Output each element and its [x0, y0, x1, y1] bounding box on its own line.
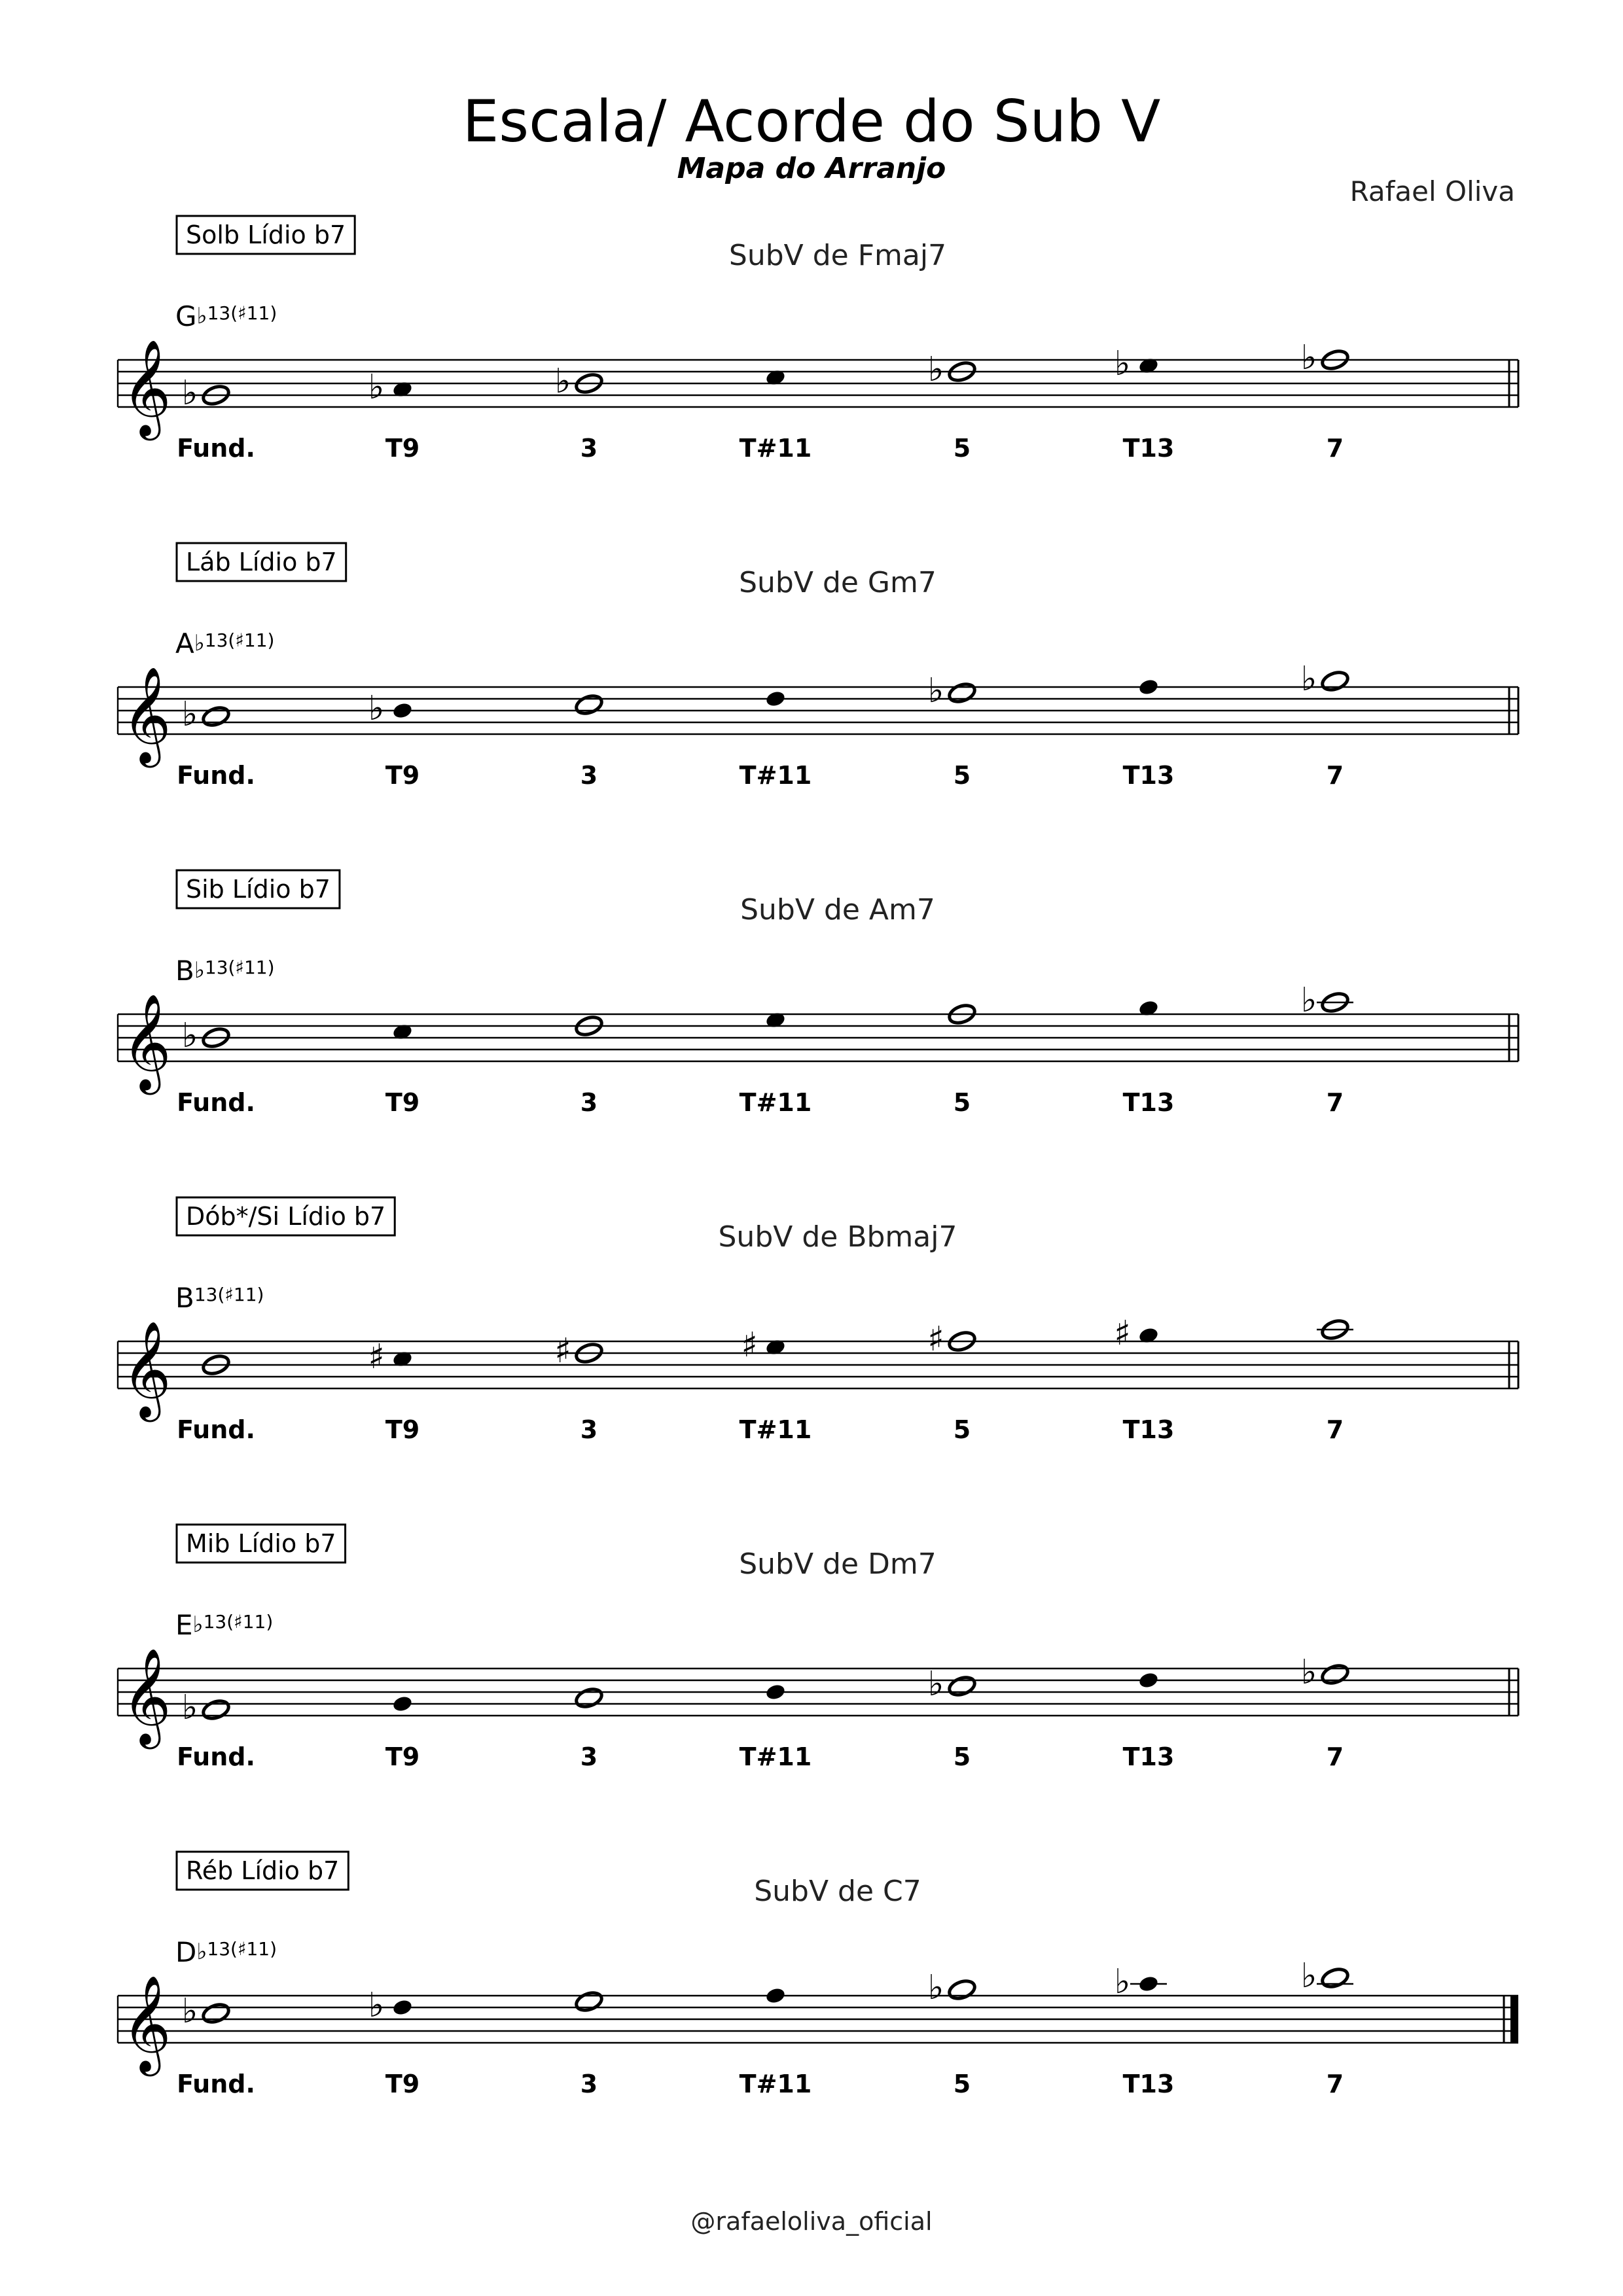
degree-label: T#11	[739, 1742, 812, 1771]
note	[368, 368, 414, 407]
flat-accidental-icon: ♭	[181, 1992, 198, 2031]
system-heading: SubV de C7	[754, 1875, 921, 1908]
degree-label: 3	[580, 1742, 598, 1771]
degree-label: 5	[953, 1088, 971, 1117]
degree-label: T13	[1122, 2070, 1175, 2098]
note	[1115, 344, 1160, 383]
quarter-notehead	[764, 1683, 786, 1701]
flat-accidental-icon: ♭	[368, 368, 385, 407]
whole-notehead	[947, 1978, 977, 2002]
whole-notehead	[201, 1698, 231, 1722]
flat-accidental-icon: ♭	[554, 362, 571, 401]
flat-accidental-icon: ♭	[1300, 338, 1317, 378]
note	[1317, 1318, 1353, 1341]
treble-clef-icon: 𝄞	[122, 666, 171, 764]
degree-label: Fund.	[177, 1742, 255, 1771]
note	[574, 693, 604, 716]
chord-symbol: A♭13(♯11)	[175, 627, 275, 660]
flat-accidental-icon: ♭	[927, 350, 944, 389]
staff-system	[118, 216, 1518, 463]
staff-system	[118, 543, 1518, 790]
staff-system	[118, 1852, 1518, 2098]
flat-accidental-icon: ♭	[1114, 344, 1131, 383]
degree-label: Fund.	[177, 761, 255, 790]
note	[764, 1683, 786, 1701]
quarter-notehead	[764, 1987, 786, 2005]
degree-label: T#11	[739, 2070, 812, 2098]
degree-label: T9	[385, 1742, 420, 1771]
chord-symbol: G♭13(♯11)	[175, 300, 277, 332]
scale-name: Sib Lídio b7	[186, 875, 330, 904]
flat-accidental-icon: ♭	[1300, 1956, 1317, 1996]
note	[182, 695, 231, 734]
scale-name: Dób*/Si Lídio b7	[186, 1202, 386, 1231]
chord-symbol: D♭13(♯11)	[175, 1936, 277, 1968]
degree-label: 7	[1326, 1742, 1344, 1771]
flat-accidental-icon: ♭	[1300, 1653, 1317, 1692]
degree-label: Fund.	[177, 434, 255, 463]
quarter-notehead	[391, 1998, 413, 2017]
system-heading: SubV de Gm7	[739, 566, 936, 599]
quarter-notehead	[1137, 1671, 1159, 1689]
treble-clef-icon: 𝄞	[122, 1320, 171, 1418]
treble-clef-icon: 𝄞	[122, 1648, 171, 1745]
scale-name: Láb Lídio b7	[186, 548, 337, 576]
chord-symbol: E♭13(♯11)	[175, 1609, 274, 1641]
sharp-accidental-icon: ♯	[927, 1320, 944, 1359]
whole-notehead	[1320, 1966, 1350, 1990]
degree-label: 3	[580, 2070, 598, 2098]
scale-name: Solb Lídio b7	[186, 221, 346, 249]
treble-clef-icon: 𝄞	[122, 1975, 171, 2072]
quarter-notehead	[391, 1695, 413, 1713]
note	[182, 1688, 231, 1727]
degree-label: 7	[1326, 1088, 1344, 1117]
sharp-accidental-icon: ♯	[741, 1326, 758, 1365]
degree-label: T#11	[739, 434, 812, 463]
degree-label: 5	[953, 761, 971, 790]
degree-label: T#11	[739, 1415, 812, 1444]
degree-label: T#11	[739, 1088, 812, 1117]
page-subtitle: Mapa do Arranjo	[677, 152, 946, 185]
flat-accidental-icon: ♭	[181, 374, 198, 413]
degree-label: Fund.	[177, 1088, 255, 1117]
treble-clef-icon: 𝄞	[122, 339, 171, 436]
staff-system	[118, 1525, 1518, 1771]
flat-accidental-icon: ♭	[1300, 981, 1317, 1020]
flat-accidental-icon: ♭	[181, 1016, 198, 1055]
whole-notehead	[947, 681, 977, 705]
system-heading: SubV de Am7	[740, 893, 935, 927]
flat-accidental-icon: ♭	[1114, 1962, 1131, 2002]
page-title: Escala/ Acorde do Sub V	[462, 88, 1161, 155]
degree-label: 3	[580, 434, 598, 463]
note	[182, 1992, 231, 2031]
degree-label: T13	[1122, 434, 1175, 463]
degree-label: 7	[1326, 434, 1344, 463]
whole-notehead	[574, 693, 604, 716]
staff-system	[118, 870, 1518, 1117]
note	[574, 1990, 604, 2013]
whole-notehead	[201, 2002, 231, 2025]
note	[574, 1686, 604, 1710]
flat-accidental-icon: ♭	[368, 1986, 385, 2025]
degree-label: 3	[580, 1415, 598, 1444]
chord-symbol: $B^{13(♯11)}$	[175, 1282, 264, 1314]
quarter-notehead	[764, 690, 786, 708]
system-heading: SubV de Dm7	[739, 1547, 936, 1581]
degree-label: 3	[580, 1088, 598, 1117]
staff-system	[118, 1197, 1518, 1444]
degree-label: T9	[385, 1088, 420, 1117]
scale-name: Réb Lídio b7	[186, 1856, 340, 1885]
flat-accidental-icon: ♭	[927, 1968, 944, 2007]
degree-label: T9	[385, 1415, 420, 1444]
scale-name: Mib Lídio b7	[186, 1529, 336, 1558]
degree-label: T#11	[739, 761, 812, 790]
whole-notehead	[1320, 1663, 1350, 1686]
flat-accidental-icon: ♭	[181, 695, 198, 734]
note	[764, 1987, 786, 2005]
treble-clef-icon: 𝄞	[122, 993, 171, 1091]
degree-label: T13	[1122, 761, 1175, 790]
chord-symbol: B♭13(♯11)	[175, 955, 275, 987]
sharp-accidental-icon: ♯	[554, 1332, 571, 1371]
note	[928, 1665, 977, 1704]
whole-notehead	[1320, 669, 1350, 693]
footer-handle: @rafaeloliva_oficial	[690, 2207, 933, 2236]
degree-label: T9	[385, 2070, 420, 2098]
flat-accidental-icon: ♭	[927, 671, 944, 711]
degree-label: T13	[1122, 1088, 1175, 1117]
note	[1301, 1956, 1353, 1996]
degree-label: 5	[953, 1415, 971, 1444]
system-heading: SubV de Bbmaj7	[718, 1220, 957, 1254]
degree-label: T13	[1122, 1742, 1175, 1771]
degree-label: 7	[1326, 2070, 1344, 2098]
composer-name: Rafael Oliva	[1349, 175, 1515, 207]
degree-label: 7	[1326, 761, 1344, 790]
sharp-accidental-icon: ♯	[368, 1337, 385, 1377]
flat-accidental-icon: ♭	[368, 689, 385, 728]
quarter-notehead	[1137, 678, 1159, 696]
note	[368, 1337, 413, 1377]
note	[1301, 660, 1350, 699]
sharp-accidental-icon: ♯	[1114, 1314, 1131, 1353]
degree-label: T13	[1122, 1415, 1175, 1444]
note	[928, 1968, 977, 2007]
flat-accidental-icon: ♭	[927, 1665, 944, 1704]
note	[1114, 1314, 1159, 1353]
degree-label: T9	[385, 434, 420, 463]
degree-label: 7	[1326, 1415, 1344, 1444]
degree-label: 3	[580, 761, 598, 790]
note	[1137, 678, 1159, 696]
whole-notehead	[947, 1674, 977, 1698]
note	[1301, 1653, 1350, 1692]
flat-accidental-icon: ♭	[181, 1688, 198, 1727]
whole-notehead	[574, 1686, 604, 1710]
note	[764, 690, 786, 708]
final-barline-thick	[1510, 1996, 1518, 2043]
degree-label: 5	[953, 2070, 971, 2098]
degree-label: 5	[953, 1742, 971, 1771]
quarter-notehead	[391, 701, 413, 720]
note	[741, 1326, 786, 1365]
note	[1137, 1671, 1159, 1689]
degree-label: Fund.	[177, 2070, 255, 2098]
note	[928, 671, 977, 711]
degree-label: T9	[385, 761, 420, 790]
system-heading: SubV de Fmaj7	[728, 239, 947, 272]
flat-accidental-icon: ♭	[1300, 660, 1317, 699]
quarter-notehead	[1137, 1975, 1159, 1993]
degree-label: 5	[953, 434, 971, 463]
degree-label: Fund.	[177, 1415, 255, 1444]
note	[391, 1695, 413, 1713]
whole-notehead	[201, 705, 231, 728]
whole-notehead	[574, 1990, 604, 2013]
